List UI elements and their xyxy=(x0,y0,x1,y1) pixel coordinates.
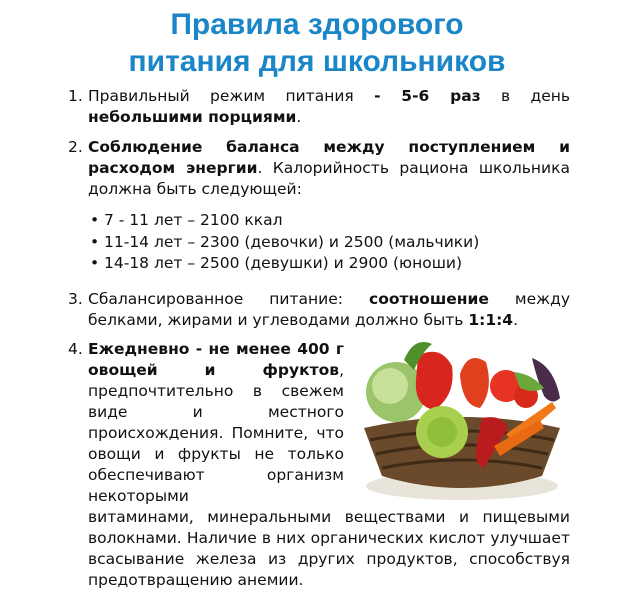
rule-bold: соотношение xyxy=(369,289,489,308)
rule-bold: 1:1:4 xyxy=(468,310,514,329)
vegetable-basket-icon xyxy=(356,336,568,504)
rule-text: . Калорийность рациона школьника должна быть следующей: xyxy=(88,159,570,198)
page-title xyxy=(0,6,634,80)
title-line-2: питания для школьников xyxy=(128,45,506,78)
rule-number: 4. xyxy=(68,339,83,358)
rule-text: . xyxy=(296,108,302,126)
rule-text: , предпочтительно в свежем виде и местного происхождения. Помните, что овощи и фрукты не только обеспечивают организм некоторыми xyxy=(88,360,344,505)
rule-number: 3. xyxy=(68,289,83,308)
rule-text: Правильный режим питания xyxy=(88,87,375,105)
calorie-item: • 14-18 лет – 2500 (девушки) и 2900 (юноши) xyxy=(88,253,570,275)
rule-4-full: витаминами, минеральными веществами и пищевыми волокнами. Наличие в них органических кислот улучшает всасывание железа из других продуктов, способствуя предотвращению анемии. xyxy=(88,507,570,589)
rule-number: 2. xyxy=(68,138,83,156)
rule-2 xyxy=(62,137,570,200)
calorie-item: • 11-14 лет – 2300 (девочки) и 2500 (мальчики) xyxy=(88,232,570,254)
calorie-item: • 7 - 11 лет – 2100 ккал xyxy=(88,210,570,232)
title-line-1: Правила здорового xyxy=(170,8,464,41)
calorie-list xyxy=(62,210,570,275)
rule-text: Сбалансированное питание: xyxy=(88,289,369,308)
rule-bold: Ежедневно - не менее 400 г овощей и фруктов xyxy=(88,339,344,379)
rule-3 xyxy=(62,289,570,331)
rule-text: в день xyxy=(480,87,570,105)
rule-4-wrapped xyxy=(88,339,344,507)
rule-bold: небольшими порциями xyxy=(88,108,297,126)
rule-text: . xyxy=(513,310,519,329)
rule-bold: - 5-6 раз xyxy=(374,87,481,105)
rule-bold: Соблюдение баланса между поступлением и расходом энергии xyxy=(88,138,570,177)
rule-number: 1. xyxy=(68,87,83,105)
rule-1 xyxy=(62,86,570,128)
rule-text: между белками, жирами и углеводами должно быть xyxy=(88,289,570,329)
